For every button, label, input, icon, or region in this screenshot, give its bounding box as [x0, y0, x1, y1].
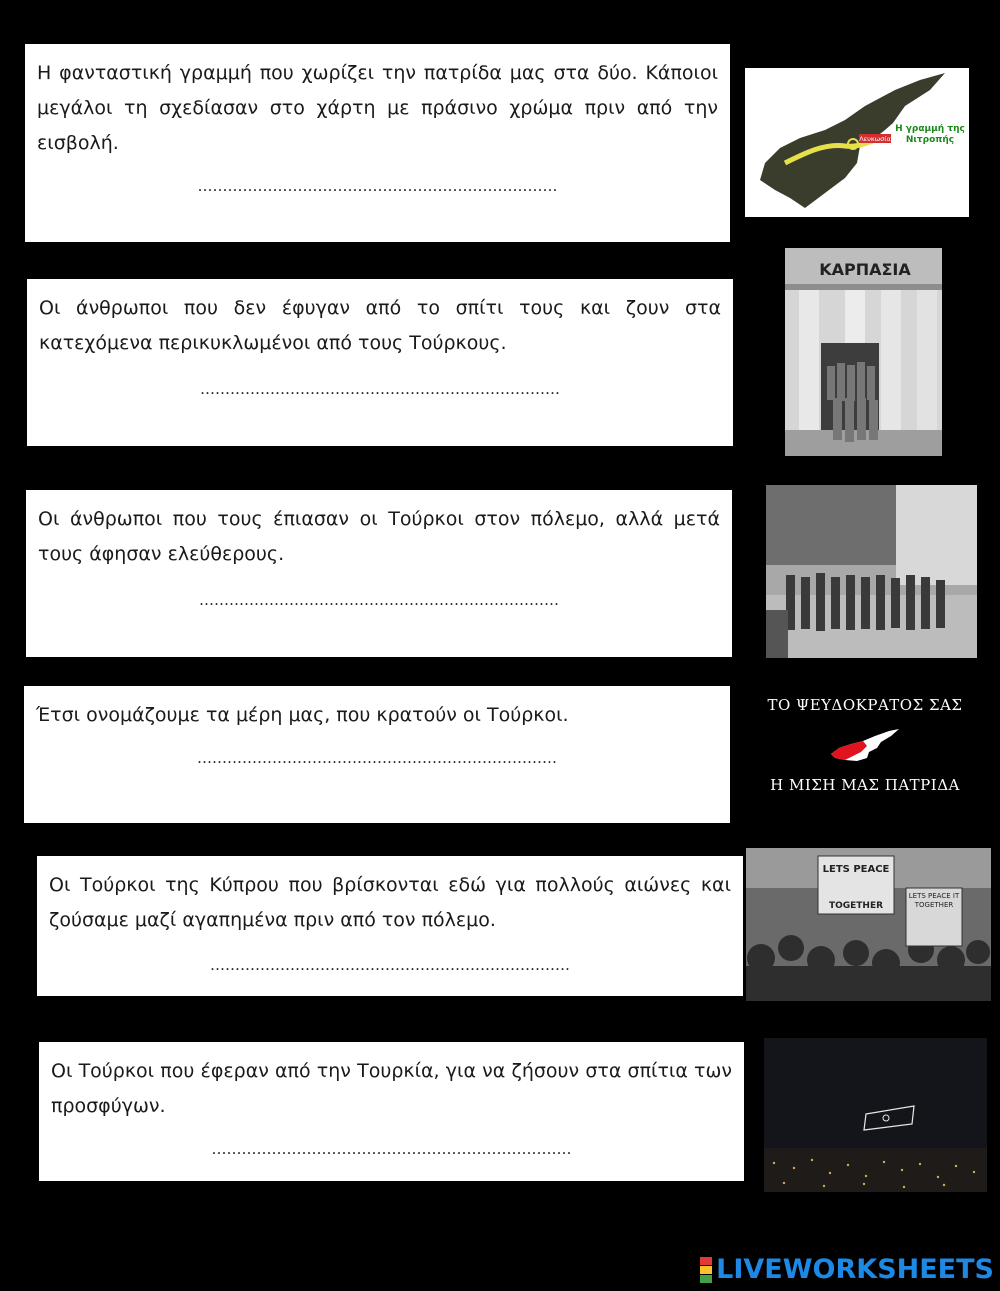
- question-text: Οι Τούρκοι που έφεραν από την Τουρκία, για να ζήσουν στα σπίτια των προσφύγων.: [51, 1060, 732, 1117]
- answer-field[interactable]: ………………………………………………………………: [197, 749, 557, 767]
- prisoners-photo-image: [766, 485, 977, 658]
- map-city-label: Λευκωσία: [859, 135, 891, 143]
- question-card-2: [27, 279, 733, 446]
- protest-sign-1: LETS PEACE: [822, 864, 890, 875]
- question-text: Οι Τούρκοι της Κύπρου που βρίσκονται εδώ για πολλούς αιώνες και ζούσαμε μαζί αγαπημένα πριν από τον πόλεμο.: [49, 874, 731, 931]
- question-text: Οι άνθρωποι που τους έπιασαν οι Τούρκοι στον πόλεμο, αλλά μετά τους άφησαν ελεύθερους.: [38, 508, 720, 565]
- question-text: Η φανταστική γραμμή που χωρίζει την πατρίδα μας στα δύο. Κάποιοι μεγάλοι τη σχεδίασαν στο χάρτη με πράσινο χρώμα πριν από την εισβολή.: [37, 62, 718, 154]
- building-sign-text: ΚΑΡΠΑΣΙΑ: [819, 260, 911, 279]
- protest-photo-image: [746, 848, 991, 1001]
- logo-color-blocks-icon: [700, 1257, 712, 1283]
- cyprus-map-image: [745, 68, 969, 217]
- question-card-1: [25, 44, 730, 242]
- answer-field[interactable]: ………………………………………………………………: [199, 591, 559, 609]
- answer-field[interactable]: ………………………………………………………………: [200, 380, 560, 398]
- pseudostate-line-2: Η ΜΙΣΗ ΜΑΣ ΠΑΤΡΙΔΑ: [770, 776, 960, 794]
- protest-sign-2: TOGETHER: [828, 901, 884, 911]
- logo-text: LIVEWORKSHEETS: [716, 1254, 994, 1285]
- half-cyprus-icon: [827, 728, 903, 762]
- question-text: Έτσι ονομάζουμε τα μέρη μας, που κρατούν οι Τούρκοι.: [36, 704, 569, 726]
- question-card-5: [37, 856, 743, 996]
- answer-field[interactable]: ………………………………………………………………: [210, 956, 570, 974]
- karpasia-building-image: [785, 248, 942, 456]
- question-card-6: [39, 1042, 744, 1181]
- night-flag-image: [764, 1038, 987, 1192]
- question-text: Οι άνθρωποι που δεν έφυγαν από το σπίτι τους και ζουν στα κατεχόμενα περικυκλωμένοι από τους Τούρκους.: [39, 297, 721, 354]
- question-card-4: [24, 686, 730, 823]
- map-line-label: Η γραμμή της Νιτροπής: [895, 124, 965, 145]
- protest-sign-3: LETS PEACE IT TOGETHER: [908, 892, 960, 909]
- question-card-3: [26, 490, 732, 657]
- pseudostate-image: [745, 690, 985, 802]
- answer-field[interactable]: ………………………………………………………………: [197, 177, 558, 195]
- liveworksheets-logo: [700, 1254, 994, 1285]
- answer-field[interactable]: ………………………………………………………………: [211, 1140, 572, 1158]
- pseudostate-line-1: ΤΟ ΨΕΥΔΟΚΡΑΤΟΣ ΣΑΣ: [767, 696, 963, 714]
